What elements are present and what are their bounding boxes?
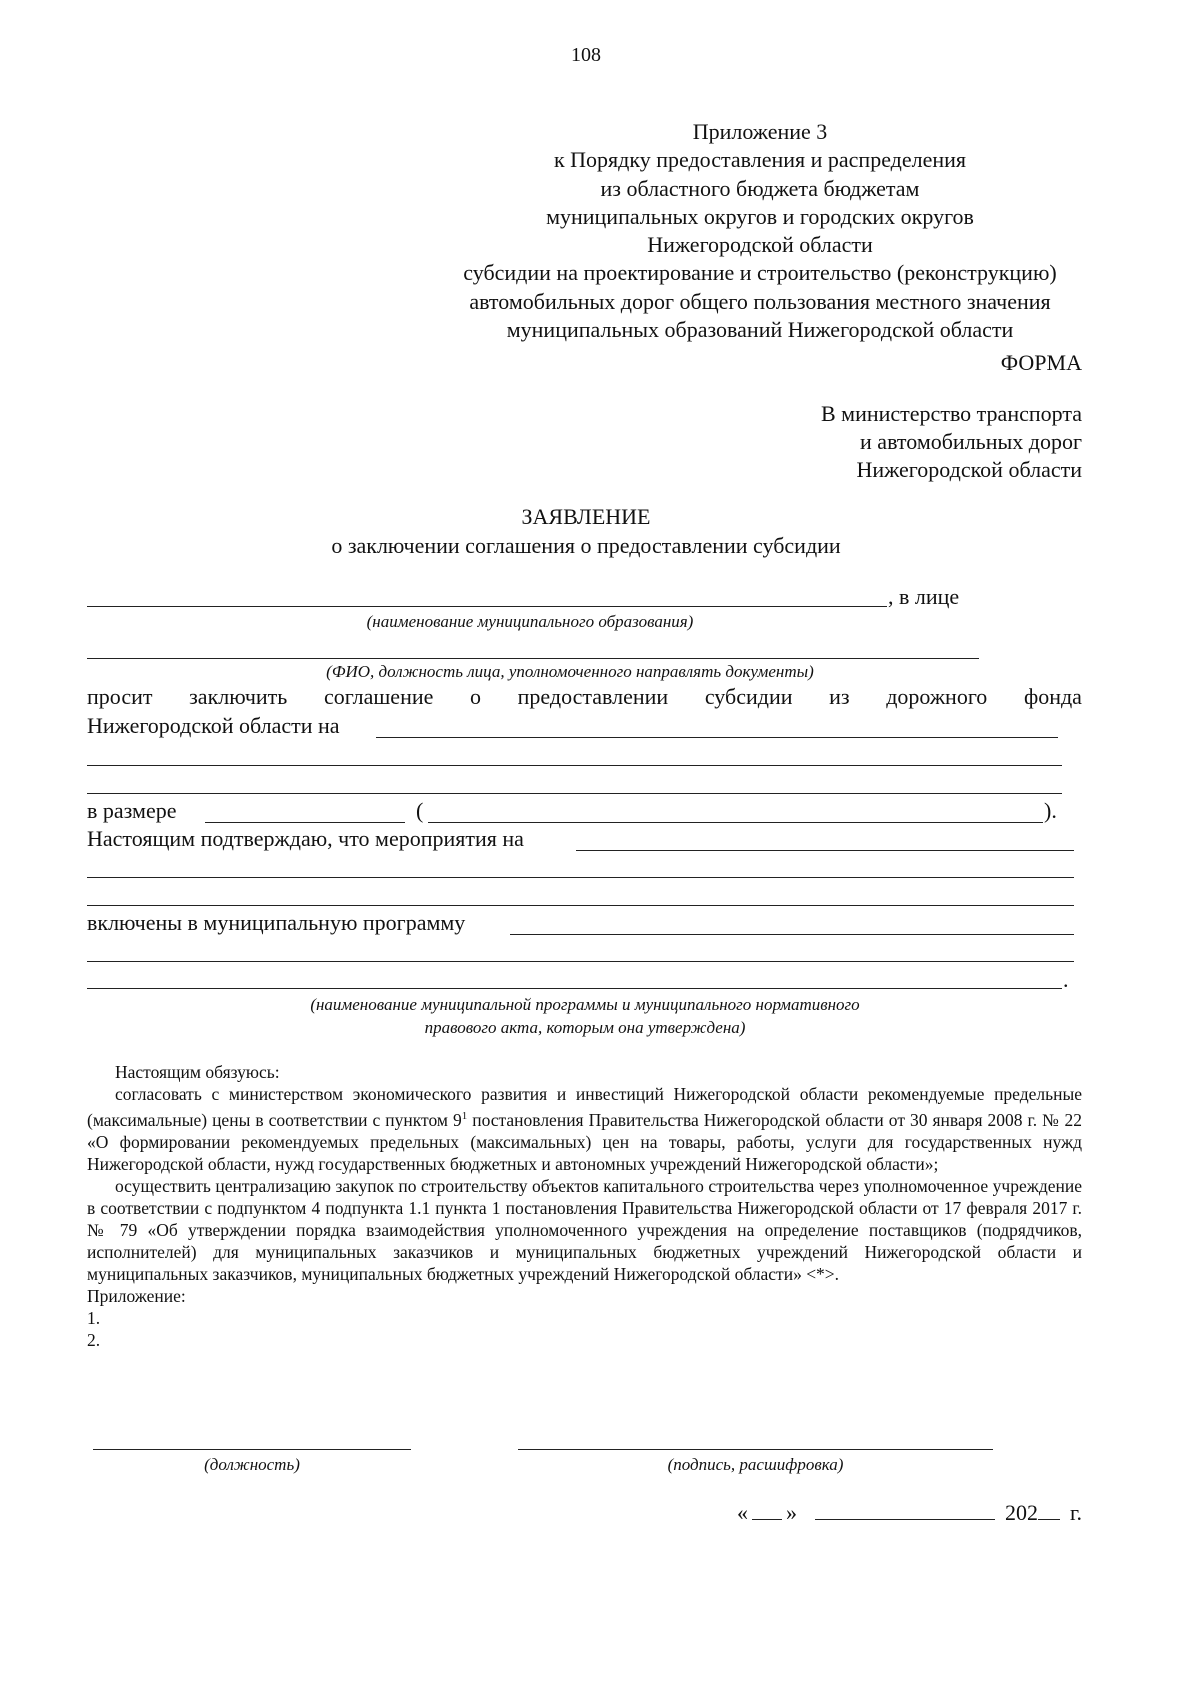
signature-field[interactable] [518, 1449, 993, 1450]
request-word: дорожного [886, 684, 988, 709]
addressee-line: Нижегородской области [856, 457, 1082, 482]
amount-open-paren: ( [416, 798, 424, 823]
attachment-item: 1. [87, 1307, 101, 1328]
addressee [821, 400, 1082, 484]
municipality-hint: (наименование муниципального образования) [366, 612, 694, 631]
attachment-label: Приложение: [87, 1285, 186, 1306]
day-field[interactable] [752, 1501, 782, 1520]
appendix-line: муниципальных округов и городских округов [546, 203, 974, 229]
in-person-text: , в лице [888, 584, 960, 609]
signature-hint: (подпись, расшифровка) [667, 1455, 844, 1474]
request-word: фонда [1023, 684, 1082, 709]
appendix-header [420, 118, 1100, 344]
year-suffix: г. [1069, 1500, 1082, 1525]
request-text [87, 684, 1082, 710]
appendix-line: муниципальных образований Нижегородской области [506, 317, 1014, 343]
addressee-line: В министерство транспорта [821, 401, 1082, 426]
program-hint-line-2: правового акта, которым она утверждена) [424, 1018, 746, 1037]
activities-field-line-3[interactable] [87, 905, 1074, 906]
purpose-field-line-1[interactable] [376, 737, 1058, 738]
appendix-line: к Порядку предоставления и распределения [553, 147, 967, 173]
amount-words-field[interactable] [428, 822, 1043, 823]
appendix-line: Нижегородской области [647, 232, 873, 258]
year-field[interactable] [1038, 1501, 1060, 1520]
representative-fio-field[interactable] [87, 658, 979, 659]
month-field[interactable] [815, 1501, 995, 1520]
addressee-line: и автомобильных дорог [860, 429, 1082, 454]
confirm-label: Настоящим подтверждаю, что мероприятия на [87, 826, 524, 851]
program-hint-line-1: (наименование муниципальной программы и муниципального нормативного [310, 995, 860, 1014]
position-signature-field[interactable] [93, 1449, 411, 1450]
region-on-label: Нижегородской области на [87, 713, 340, 738]
amount-close-paren: ). [1044, 798, 1057, 823]
appendix-line: из областного бюджета бюджетам [600, 175, 920, 201]
date-close-quote: » [785, 1500, 797, 1525]
request-word: соглашение [323, 684, 434, 709]
page-number: 108 [571, 44, 601, 66]
request-word: просит [87, 684, 153, 709]
request-word: субсидии [704, 684, 793, 709]
obligations-intro: Настоящим обязуюсь: [115, 1062, 280, 1082]
program-field-line-1[interactable] [510, 934, 1074, 935]
appendix-line: субсидии на проектирование и строительство (реконструкцию) [463, 260, 1057, 286]
request-word: заключить [189, 684, 288, 709]
date-row [737, 1500, 1082, 1526]
form-label: ФОРМА [1000, 350, 1082, 375]
representative-fio-hint: (ФИО, должность лица, уполномоченного направлять документы) [326, 662, 814, 681]
program-field-line-3[interactable] [87, 988, 1062, 989]
amount-number-field[interactable] [205, 822, 405, 823]
document-title: ЗАЯВЛЕНИЕ [521, 504, 651, 529]
purpose-field-line-3[interactable] [87, 793, 1062, 794]
year-prefix: 202 [1004, 1500, 1038, 1525]
amount-label: в размере [87, 798, 177, 823]
municipality-name-field[interactable] [87, 606, 887, 607]
activities-field-line-2[interactable] [87, 877, 1074, 878]
date-open-quote: « [736, 1500, 748, 1525]
position-hint: (должность) [204, 1455, 300, 1474]
document-subtitle: о заключении соглашения о предоставлении субсидии [331, 533, 841, 558]
request-word: предоставлении [517, 684, 669, 709]
obligations-block [87, 1061, 1082, 1351]
appendix-line: автомобильных дорог общего пользования местного значения [469, 288, 1051, 314]
program-field-line-2[interactable] [87, 961, 1074, 962]
activities-field-line-1[interactable] [576, 850, 1074, 851]
program-period: . [1063, 967, 1069, 992]
request-word: из [829, 684, 850, 709]
obligation-paragraph-2: осуществить централизацию закупок по строительству объектов капитального строительства через уполномоченное учреждение в соответствии с подпунктом 4 подпункта 1.1 пункта 1 постановления Правительства Нижегородской области от 17 февраля 2017 г. № 79 «Об утверждении порядка взаимодействия уполномоченного учреждения на определение поставщиков (подрядчиков, исполнителей) для муниципальных заказчиков и муниципальных бюджетных учреждений Нижегородской области и муниципальных заказчиков, муниципальных бюджетных учреждений Нижегородской области» <*>. [87, 1175, 1082, 1284]
attachment-item: 2. [87, 1329, 101, 1350]
request-word: о [470, 684, 482, 709]
purpose-field-line-2[interactable] [87, 765, 1062, 766]
included-label: включены в муниципальную программу [87, 910, 466, 935]
appendix-line: Приложение 3 [692, 119, 828, 144]
obligation-paragraph-1: согласовать с министерством экономического развития и инвестиций Нижегородской области рекомендуемые предельные (максимальные) цены в соответствии с пунктом $9^1$ постановления Правительства Нижегородской области от 30 января 2008 г. № 22 «О формировании рекомендуемых предельных (максимальных) цен на товары, работы, услуги для государственных нужд Нижегородской области, нужд государственных бюджетных и автономных учреждений Нижегородской области»; [87, 1084, 1082, 1174]
